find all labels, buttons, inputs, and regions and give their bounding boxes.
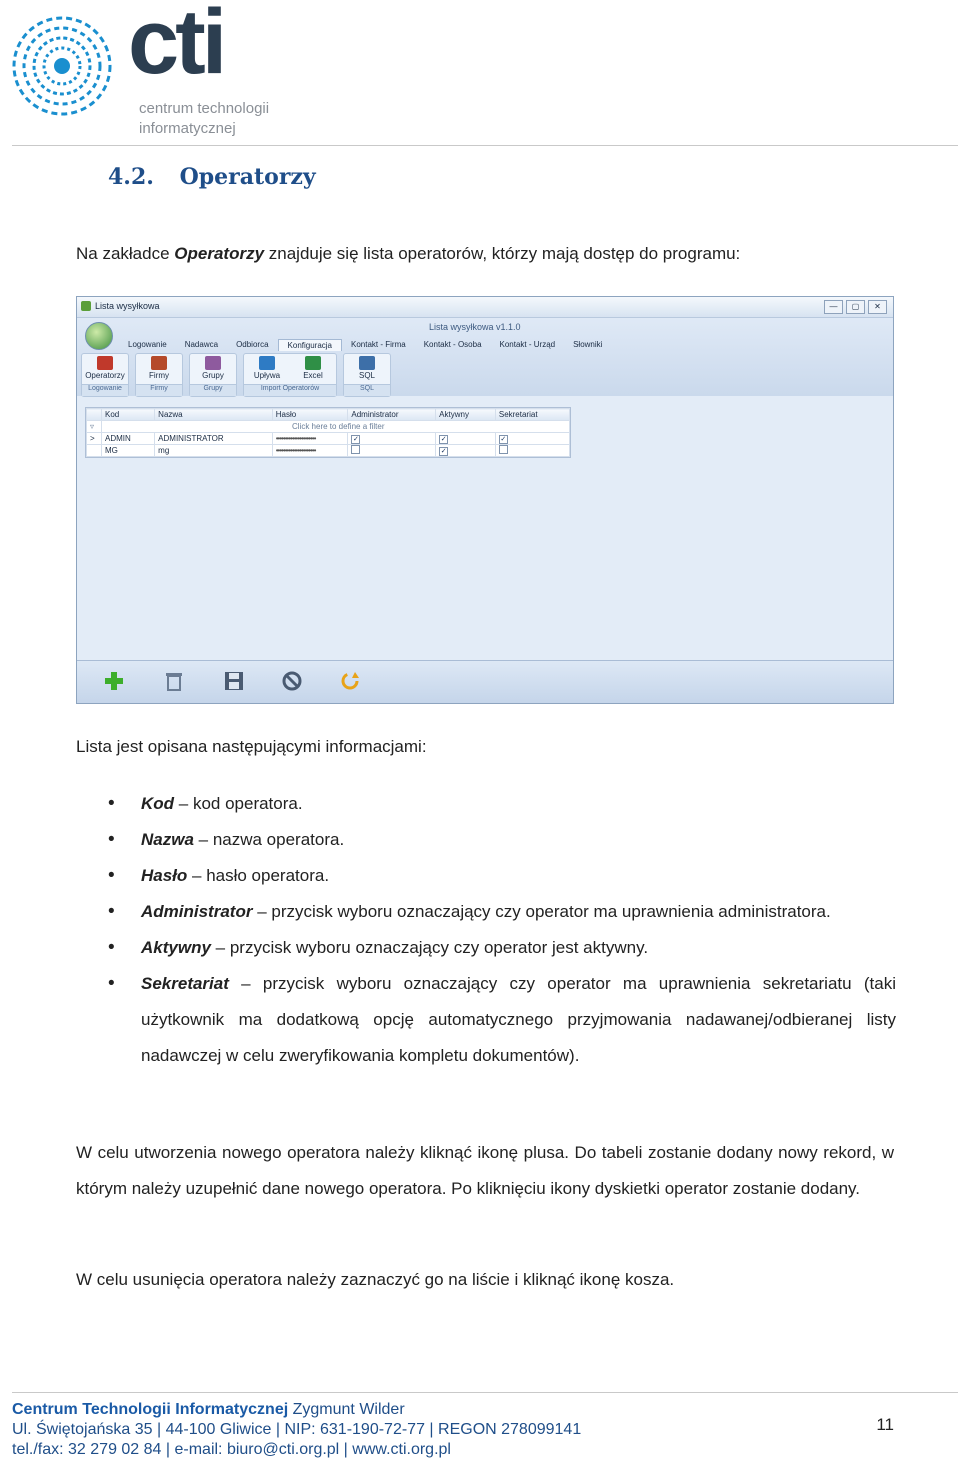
row-marker: > <box>87 433 102 445</box>
users-icon <box>97 356 113 370</box>
cell-sekretariat <box>495 433 569 445</box>
ribbon-button-label: Operatorzy <box>85 371 125 380</box>
ribbon-button-label: Grupy <box>202 371 224 380</box>
cell-nazwa: mg <box>155 445 273 457</box>
ribbon-button[interactable] <box>344 354 390 384</box>
app-screenshot-window <box>76 296 894 704</box>
intro-before: Na zakładce <box>76 244 175 263</box>
trash-icon[interactable] <box>163 670 185 692</box>
cell-kod: MG <box>102 445 155 457</box>
ribbon-group-label: Logowanie <box>82 384 128 396</box>
intro-paragraph <box>76 244 740 264</box>
cell-aktywny <box>436 433 496 445</box>
paragraph-delete: W celu usunięcia operatora należy zaznaczyć go na liście i kliknąć ikonę kosza. <box>76 1270 675 1289</box>
app-icon <box>81 301 91 311</box>
menu-item[interactable]: Nadawca <box>184 340 219 349</box>
building-icon <box>151 356 167 370</box>
excel-icon <box>305 356 321 370</box>
list-intro: Lista jest opisana następującymi informacjami: <box>76 737 427 756</box>
logo-subtitle-2: informatycznej <box>139 120 236 137</box>
ribbon-group <box>81 353 129 397</box>
list-item-term: Aktywny <box>141 938 211 957</box>
list-item-term: Kod <box>141 794 175 813</box>
header-divider <box>12 145 958 146</box>
cell-haslo: •••••••••••••••••••••• <box>272 433 348 445</box>
cell-aktywny <box>436 445 496 457</box>
ribbon-button[interactable] <box>244 354 290 384</box>
add-icon[interactable] <box>103 670 125 692</box>
ribbon-button-label: Firmy <box>149 371 169 380</box>
logo-subtitle-1: centrum technologii <box>139 100 270 117</box>
maximize-button[interactable]: ▢ <box>846 300 865 314</box>
grid-column-header[interactable]: Kod <box>102 409 155 421</box>
refresh-icon[interactable] <box>339 670 361 692</box>
list-item-text: – hasło operatora. <box>187 866 330 885</box>
app-version: Lista wysyłkowa v1.1.0 <box>429 322 521 332</box>
app-title: Lista wysyłkowa <box>95 301 160 311</box>
list-item <box>108 966 896 1074</box>
ribbon-button[interactable] <box>290 354 336 384</box>
table-row[interactable] <box>87 445 570 457</box>
menu-item[interactable]: Kontakt - Firma <box>351 340 406 349</box>
app-titlebar <box>77 297 893 318</box>
list-item-text: – nazwa operatora. <box>193 830 345 849</box>
footer-company: Centrum Technologii Informatycznej <box>12 1401 289 1418</box>
intro-after: znajduje się lista operatorów, którzy mają dostęp do programu: <box>264 244 741 263</box>
aktywny-checkbox[interactable]: ✓ <box>440 447 447 455</box>
filter-icon: ▿ <box>87 421 102 433</box>
grid-column-header[interactable]: Aktywny <box>436 409 496 421</box>
menu-item[interactable]: Odbiorca <box>236 340 269 349</box>
intro-emphasis: Operatorzy <box>174 244 265 263</box>
ribbon-group <box>243 353 337 397</box>
filter-hint[interactable]: Click here to define a filter <box>102 421 570 433</box>
logo-mark-icon <box>10 8 130 128</box>
footer-contact: tel./fax: 32 279 02 84 | e-mail: biuro@cti.org.pl | www.cti.org.pl <box>12 1441 451 1458</box>
table-row[interactable] <box>87 433 570 445</box>
cell-sekretariat <box>495 445 569 457</box>
footer <box>12 1400 581 1460</box>
cell-kod: ADMIN <box>102 433 155 445</box>
ribbon-button-label: Excel <box>303 371 323 380</box>
list-item-text: – przycisk wyboru oznaczający czy operator jest aktywny. <box>210 938 649 957</box>
save-icon[interactable] <box>223 670 245 692</box>
menu-item[interactable]: Kontakt - Osoba <box>423 340 482 349</box>
ribbon-group <box>189 353 237 397</box>
page-number: 11 <box>876 1415 894 1434</box>
footer-divider <box>12 1392 958 1393</box>
ribbon-group-label: Firmy <box>136 384 182 396</box>
list-item-term: Hasło <box>141 866 188 885</box>
aktywny-checkbox[interactable]: ✓ <box>440 435 447 443</box>
app-bottom-toolbar <box>77 660 893 703</box>
operators-grid <box>85 407 571 458</box>
grid-column-header[interactable]: Administrator <box>348 409 436 421</box>
cell-administrator <box>348 433 436 445</box>
ribbon-group-label: Grupy <box>190 384 236 396</box>
ribbon-group <box>343 353 391 397</box>
list-item-text: – przycisk wyboru oznaczający czy operator ma uprawnienia administratora. <box>252 902 831 921</box>
footer-owner: Zygmunt Wilder <box>292 1401 405 1418</box>
list-item-term: Sekretariat <box>141 974 229 993</box>
cell-haslo: •••••••••••••••••••••• <box>272 445 348 457</box>
list-item-text: – przycisk wyboru oznaczający czy operator ma uprawnienia sekretariatu (taki użytkownik ma dodatkową opcję automatycznego przyjmowania nadawanej/odbieranej listy nadawczej w celu zweryfikowania kompletu dokumentów). <box>141 974 896 1065</box>
app-orb-icon[interactable] <box>85 322 113 350</box>
app-menu <box>119 339 611 351</box>
ribbon-button[interactable] <box>82 354 128 384</box>
sql-icon <box>359 356 375 370</box>
ribbon-button[interactable] <box>190 354 236 384</box>
ribbon-group <box>135 353 183 397</box>
list-item-term: Administrator <box>141 902 253 921</box>
group-icon <box>205 356 221 370</box>
minimize-button[interactable]: — <box>824 300 843 314</box>
ribbon-button[interactable] <box>136 354 182 384</box>
list-item-text: – kod operatora. <box>174 794 303 813</box>
app-ribbon <box>77 318 893 396</box>
grid-column-header[interactable]: Hasło <box>272 409 348 421</box>
logo-wordmark: cti <box>128 0 224 93</box>
sekretariat-checkbox[interactable] <box>499 445 508 454</box>
row-marker <box>87 445 102 457</box>
ribbon-groups <box>81 353 391 397</box>
close-button[interactable]: ✕ <box>868 300 887 314</box>
list-item <box>108 930 896 966</box>
field-description-list <box>108 786 896 1074</box>
list-item <box>108 858 896 894</box>
grid-column-header[interactable]: Nazwa <box>155 409 273 421</box>
list-item-term: Nazwa <box>141 830 194 849</box>
ribbon-group-label: SQL <box>344 384 390 396</box>
grid-column-header[interactable]: Sekretariat <box>495 409 569 421</box>
menu-item[interactable]: Konfiguracja <box>278 339 342 351</box>
cancel-icon[interactable] <box>281 670 303 692</box>
list-item <box>108 786 896 822</box>
sekretariat-checkbox[interactable]: ✓ <box>500 435 507 443</box>
cell-nazwa: ADMINISTRATOR <box>155 433 273 445</box>
footer-address: Ul. Świętojańska 35 | 44-100 Gliwice | NIP: 631-190-72-77 | REGON 278099141 <box>12 1421 582 1438</box>
menu-item[interactable]: Kontakt - Urząd <box>499 340 556 349</box>
footer-line-1 <box>12 1400 581 1420</box>
cell-administrator <box>348 445 436 457</box>
menu-item[interactable]: Logowanie <box>128 340 167 349</box>
administrator-checkbox[interactable] <box>351 445 360 454</box>
grid-corner <box>87 409 102 421</box>
ribbon-button-label: Upływa <box>253 371 281 380</box>
grid-filter-row[interactable] <box>87 421 570 433</box>
grid-header-row <box>87 409 570 421</box>
section-number: 4.2. <box>108 164 154 190</box>
menu-item[interactable]: Słowniki <box>573 340 603 349</box>
list-item <box>108 894 896 930</box>
section-title: Operatorzy <box>179 164 316 190</box>
administrator-checkbox[interactable]: ✓ <box>352 435 359 443</box>
list-item <box>108 822 896 858</box>
company-logo <box>10 0 270 143</box>
ribbon-button-label: SQL <box>358 371 375 380</box>
paragraph-create: W celu utworzenia nowego operatora należy kliknąć ikonę plusa. Do tabeli zostanie dodany nowy rekord, w którym należy uzupełnić dane nowego operatora. Po kliknięciu ikony dyskietki operator zostanie dodany. <box>76 1143 894 1198</box>
import-icon <box>259 356 275 370</box>
ribbon-group-label: Import Operatorów <box>244 384 336 396</box>
section-heading <box>108 164 316 190</box>
